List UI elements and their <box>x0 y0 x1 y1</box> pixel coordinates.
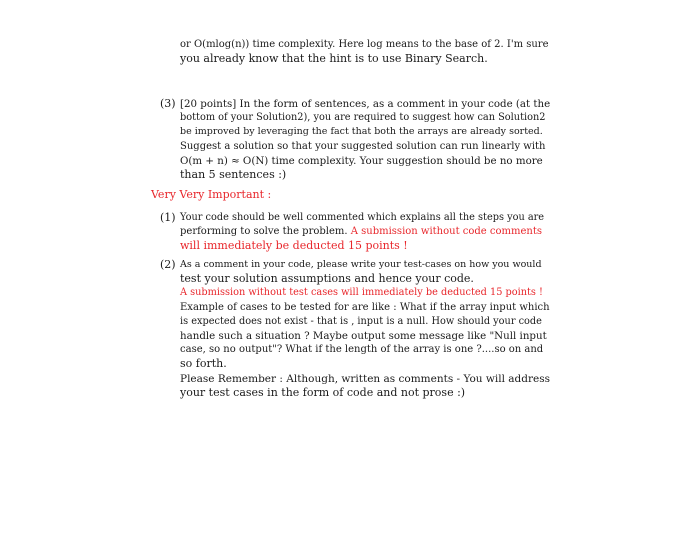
item2-line-6: handle such a situation ? Maybe output some message like "Null input <box>180 330 547 343</box>
item1-number: (1) <box>160 211 176 224</box>
item2-line-10: your test cases in the form of code and not prose :) <box>180 385 466 399</box>
item2-line-1: As a comment in your code, please write your test-cases on how you would <box>180 259 542 270</box>
item1-red-tail: A submission without code comments <box>350 226 542 238</box>
item2-line-5: is expected does not exist - that is , input is a null. How should your code <box>180 315 542 327</box>
item2-line-4: Example of cases to be tested for are like : What if the array input which <box>180 301 550 313</box>
item3-line-3: be improved by leveraging the fact that both the arrays are already sorted. <box>180 126 543 138</box>
item1-line-2-text: performing to solve the problem. <box>180 226 348 238</box>
item2-paragraph <box>180 258 550 400</box>
item3-line-6: than 5 sentences :) <box>180 168 287 182</box>
intro-line-1: or O(mlog(n)) time complexity. Here log means to the base of 2. I'm sure <box>180 39 549 50</box>
item3-line-1: [20 points] In the form of sentences, as a comment in your code (at the <box>180 98 551 110</box>
item3-line-4: Suggest a solution so that your suggested solution can run linearly with <box>180 140 546 152</box>
item3-line-5: O(m + n) ≈ O(N) time complexity. Your suggestion should be no more <box>180 154 543 167</box>
intro-line-2: you already know that the hint is to use Binary Search. <box>180 52 488 66</box>
item3-number: (3) <box>160 97 176 110</box>
item1-line-2 <box>180 225 550 239</box>
item3-paragraph <box>180 97 550 182</box>
item2-number: (2) <box>160 258 176 271</box>
item2-line-9: Please Remember : Although, written as comments - You will address <box>180 372 550 385</box>
intro-paragraph <box>180 38 550 66</box>
item1-red-line: will immediately be deducted 15 points ! <box>180 239 408 253</box>
item1-paragraph <box>180 211 550 254</box>
item2-line-7: case, so no output"? What if the length of the array is one ?....so on and <box>180 344 544 356</box>
item3-line-2: bottom of your Solution2), you are required to suggest how can Solution2 <box>180 112 546 124</box>
item2-line-8: so forth. <box>180 357 227 371</box>
item1-line-1: Your code should be well commented which explains all the steps you are <box>180 212 545 223</box>
important-heading: Very Very Important : <box>151 188 272 201</box>
item2-red-line: A submission without test cases will immediately be deducted 15 points ! <box>180 287 543 299</box>
item2-line-2: test your solution assumptions and hence your code. <box>180 272 474 286</box>
